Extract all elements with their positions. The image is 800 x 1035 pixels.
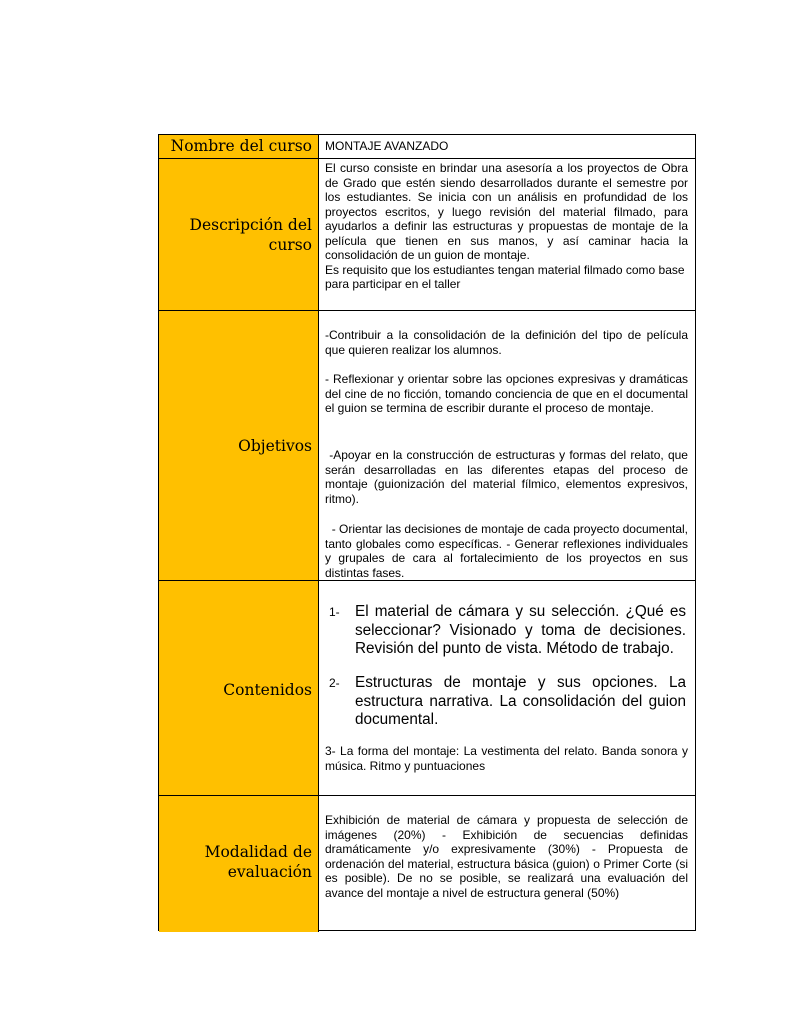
description-requirement: Es requisito que los estudiantes tengan material filmado como base para participar en el taller (325, 262, 685, 291)
label-cell (159, 135, 319, 158)
description-label-line1: Descripción del (189, 216, 312, 234)
objective-item: - Reflexionar y orientar sobre las opciones expresivas y dramáticas del cine de no ficción, tomando conciencia de que en el documental el guion se termina de escribir durante el proceso de montaje. (325, 372, 692, 415)
objective-item: -Apoyar en la construcción de estructuras y formas del relato, que serán desarrolladas en las diferentes etapas del proceso de montaje (guionización del material fílmico, elementos expresivos, ritmo). (325, 448, 692, 506)
content-cell (325, 135, 688, 158)
course-table (158, 134, 696, 931)
evaluation-label-line1: Modalidad de (204, 843, 312, 861)
course-name-value: MONTAJE AVANZADO (325, 139, 449, 153)
label-cell (159, 581, 319, 795)
row-objectives (159, 310, 695, 580)
content-cell (325, 159, 688, 310)
description-paragraph: El curso consiste en brindar una asesoría a los proyectos de Obra de Grado que estén siendo desarrollados durante el semestre por los estudiantes. Se inicia con un análisis en profundidad de los proyectos escritos, y luego revisión del material filmado, para ayudarlos a definir las estructuras y propuestas de montaje de la película que tienen en sus manos, y así caminar hacia la consolidación de un guion de montaje. (325, 161, 688, 262)
course-name-label: Nombre del curso (170, 137, 312, 155)
content-cell (325, 581, 688, 795)
row-description (159, 158, 695, 310)
label-cell (159, 311, 319, 580)
content-cell (325, 796, 688, 932)
row-contents (159, 580, 695, 795)
row-course-name (159, 135, 695, 158)
objectives-label: Objetivos (238, 437, 312, 455)
description-label (190, 215, 312, 255)
content-item-text: Estructuras de montaje y sus opciones. La estructura narrativa. La consolidación del guion documental. (355, 674, 686, 728)
description-label-line2: curso (268, 236, 312, 254)
row-evaluation (159, 795, 695, 932)
evaluation-label (205, 842, 312, 882)
content-item-number: 2- (329, 676, 340, 690)
evaluation-label-line2: evaluación (227, 863, 312, 881)
label-cell (159, 796, 319, 932)
objective-item: - Orientar las decisiones de montaje de cada proyecto documental, tanto globales como específicas. - Generar reflexiones individuales y grupales de cara al fortalecimiento de los proyectos en sus distintas fases. (325, 522, 692, 580)
contents-label: Contenidos (223, 681, 312, 699)
content-cell (325, 311, 692, 580)
content-item-text: El material de cámara y su selección. ¿Qué es seleccionar? Visionado y toma de decisiones. Revisión del punto de vista. Método de trabajo. (355, 603, 686, 657)
content-item-number: 1- (329, 605, 340, 619)
objective-item: -Contribuir a la consolidación de la definición del tipo de película que quieren realizar los alumnos. (325, 328, 692, 357)
content-item-3: 3- La forma del montaje: La vestimenta del relato. Banda sonora y música. Ritmo y puntuaciones (325, 744, 688, 773)
label-cell (159, 159, 319, 310)
evaluation-text: Exhibición de material de cámara y propuesta de selección de imágenes (20%) - Exhibición de secuencias definidas dramáticamente y/o expresivamente (30%) - Propuesta de ordenación del material, estructura básica (guion) o Primer Corte (si es posible). De no se posible, se realizará una evaluación del avance del montaje a nivel de estructura general (50%) (325, 813, 688, 900)
